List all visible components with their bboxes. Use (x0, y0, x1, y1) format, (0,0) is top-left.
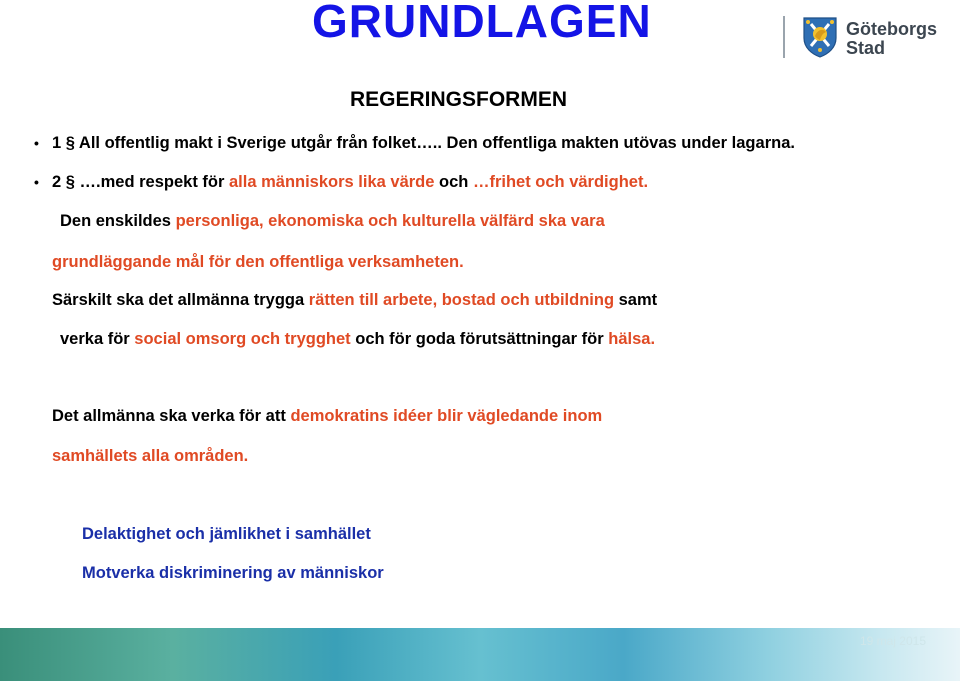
gothenburg-crest-icon (801, 16, 839, 58)
para-3-part1: Det allmänna ska verka för att (52, 407, 291, 425)
logo-text-line1: Göteborgs (846, 19, 938, 39)
bullet-dot-2: • (34, 174, 39, 190)
goteborg-logo (783, 14, 938, 62)
para-3-highlight1: demokratins idéer blir vägledande inom (290, 407, 603, 425)
footer-date: 19 maj 2015 (859, 634, 926, 648)
para-1-line-1 (60, 211, 605, 231)
goal-item: Delaktighet och jämlikhet i samhället (82, 525, 371, 543)
section-heading: REGERINGSFORMEN (350, 88, 568, 111)
para-2-line-2 (60, 329, 655, 349)
logo-divider (783, 16, 785, 58)
para-2-part2: samt (614, 291, 658, 309)
goal-item: Motverka diskriminering av människor (82, 564, 384, 582)
para-1-line-2: grundläggande mål för den offentliga verksamheten. (52, 253, 464, 271)
para-2-highlight2: social omsorg och trygghet (134, 330, 351, 348)
para-3-line-2: samhällets alla områden. (52, 447, 249, 465)
slide-title: GRUNDLAGEN (312, 0, 652, 47)
bullet-1-text: 1 § All offentlig makt i Sverige utgår från folket….. Den offentliga makten utövas under lagarna. (52, 134, 795, 152)
bullet-2-part2: och (434, 173, 473, 191)
para-1-highlight1: personliga, ekonomiska och kulturella välfärd ska vara (175, 212, 605, 230)
para-1-part1: Den enskildes (60, 212, 176, 230)
para-2-line-1 (52, 290, 657, 310)
bullet-dot-1: • (34, 135, 39, 151)
logo-text-line2: Stad (846, 38, 886, 58)
bullet-2-highlight2: …frihet och värdighet. (472, 173, 649, 191)
bullet-2-part1: 2 § ….med respekt för (52, 173, 229, 191)
para-2-highlight1: rätten till arbete, bostad och utbildning (308, 291, 615, 309)
para-3-line-1 (52, 406, 602, 426)
bullet-2-text (52, 172, 648, 192)
para-2-part4: och för goda förutsättningar för (350, 330, 609, 348)
para-2-part1: Särskilt ska det allmänna trygga (52, 291, 309, 309)
footer-band (0, 628, 960, 681)
para-2-highlight3: hälsa. (608, 330, 656, 348)
bullet-2-highlight1: alla människors lika värde (228, 173, 435, 191)
para-2-part3: verka för (60, 330, 135, 348)
